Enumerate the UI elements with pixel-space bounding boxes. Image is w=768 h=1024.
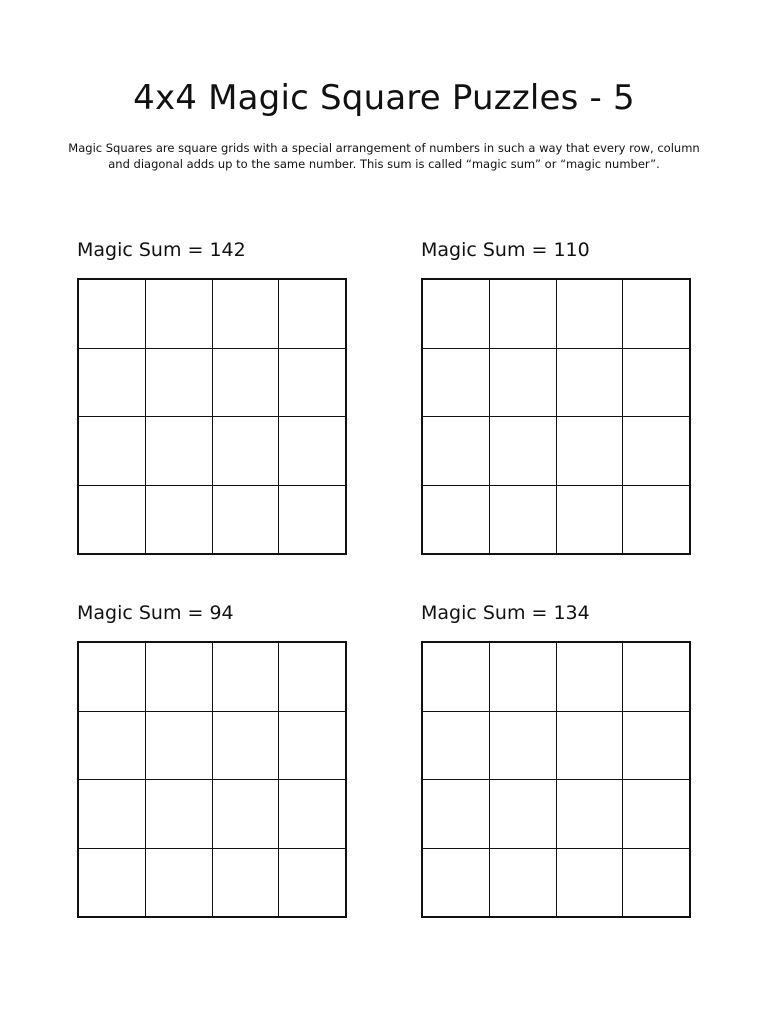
grid-cell[interactable] — [557, 349, 624, 418]
grid-cell[interactable] — [146, 780, 213, 849]
grid-cell[interactable] — [279, 849, 346, 918]
grid-cell[interactable] — [279, 349, 346, 418]
puzzle-1 — [77, 237, 349, 263]
grid-cell[interactable] — [213, 349, 280, 418]
grid-cell[interactable] — [623, 712, 690, 781]
grid-cell[interactable] — [213, 417, 280, 486]
magic-sum-label: Magic Sum = 142 — [77, 239, 246, 261]
grid-cell[interactable] — [146, 643, 213, 712]
page-title: 4x4 Magic Square Puzzles - 5 — [133, 78, 635, 118]
grid-cell[interactable] — [557, 486, 624, 555]
grid-cell[interactable] — [623, 849, 690, 918]
grid-cell[interactable] — [146, 280, 213, 349]
puzzle-4 — [421, 600, 693, 626]
grid-cell[interactable] — [213, 849, 280, 918]
grid-cell[interactable] — [146, 417, 213, 486]
grid-cell[interactable] — [423, 280, 490, 349]
grid-cell[interactable] — [490, 849, 557, 918]
grid-cell[interactable] — [490, 712, 557, 781]
grid-cell[interactable] — [557, 643, 624, 712]
grid-cell[interactable] — [623, 486, 690, 555]
grid-cell[interactable] — [557, 280, 624, 349]
magic-square-grid — [77, 278, 347, 555]
grid-cell[interactable] — [279, 417, 346, 486]
grid-cell[interactable] — [490, 417, 557, 486]
grid-cell[interactable] — [423, 712, 490, 781]
magic-sum-label: Magic Sum = 134 — [421, 602, 590, 624]
grid-cell[interactable] — [423, 349, 490, 418]
grid-cell[interactable] — [79, 643, 146, 712]
magic-square-grid — [421, 641, 691, 918]
puzzle-2 — [421, 237, 693, 263]
grid-cell[interactable] — [279, 280, 346, 349]
grid-cell[interactable] — [623, 349, 690, 418]
grid-cell[interactable] — [623, 643, 690, 712]
grid-cell[interactable] — [213, 712, 280, 781]
grid-cell[interactable] — [146, 486, 213, 555]
grid-cell[interactable] — [79, 712, 146, 781]
grid-cell[interactable] — [213, 780, 280, 849]
grid-cell[interactable] — [79, 486, 146, 555]
grid-cell[interactable] — [490, 643, 557, 712]
grid-cell[interactable] — [79, 417, 146, 486]
grid-cell[interactable] — [557, 780, 624, 849]
grid-cell[interactable] — [490, 349, 557, 418]
grid-cell[interactable] — [557, 417, 624, 486]
grid-cell[interactable] — [146, 349, 213, 418]
grid-cell[interactable] — [623, 780, 690, 849]
intro-paragraph: Magic Squares are square grids with a special arrangement of numbers in such a way that every row, column and diagonal adds up to the same number. This sum is called “magic sum” or “magic number”. — [68, 141, 700, 171]
puzzle-3 — [77, 600, 349, 626]
grid-cell[interactable] — [213, 643, 280, 712]
grid-cell[interactable] — [213, 280, 280, 349]
grid-cell[interactable] — [623, 280, 690, 349]
grid-cell[interactable] — [423, 486, 490, 555]
magic-square-grid — [77, 641, 347, 918]
grid-cell[interactable] — [423, 643, 490, 712]
magic-square-grid — [421, 278, 691, 555]
grid-cell[interactable] — [557, 849, 624, 918]
grid-cell[interactable] — [490, 780, 557, 849]
grid-cell[interactable] — [423, 780, 490, 849]
grid-cell[interactable] — [423, 849, 490, 918]
grid-cell[interactable] — [490, 280, 557, 349]
grid-cell[interactable] — [279, 643, 346, 712]
grid-cell[interactable] — [79, 780, 146, 849]
grid-cell[interactable] — [146, 712, 213, 781]
grid-cell[interactable] — [79, 849, 146, 918]
grid-cell[interactable] — [79, 280, 146, 349]
grid-cell[interactable] — [279, 486, 346, 555]
magic-sum-label: Magic Sum = 110 — [421, 239, 590, 261]
grid-cell[interactable] — [279, 780, 346, 849]
grid-cell[interactable] — [279, 712, 346, 781]
grid-cell[interactable] — [213, 486, 280, 555]
grid-cell[interactable] — [490, 486, 557, 555]
grid-cell[interactable] — [423, 417, 490, 486]
magic-sum-label: Magic Sum = 94 — [77, 602, 234, 624]
grid-cell[interactable] — [146, 849, 213, 918]
grid-cell[interactable] — [557, 712, 624, 781]
grid-cell[interactable] — [623, 417, 690, 486]
grid-cell[interactable] — [79, 349, 146, 418]
